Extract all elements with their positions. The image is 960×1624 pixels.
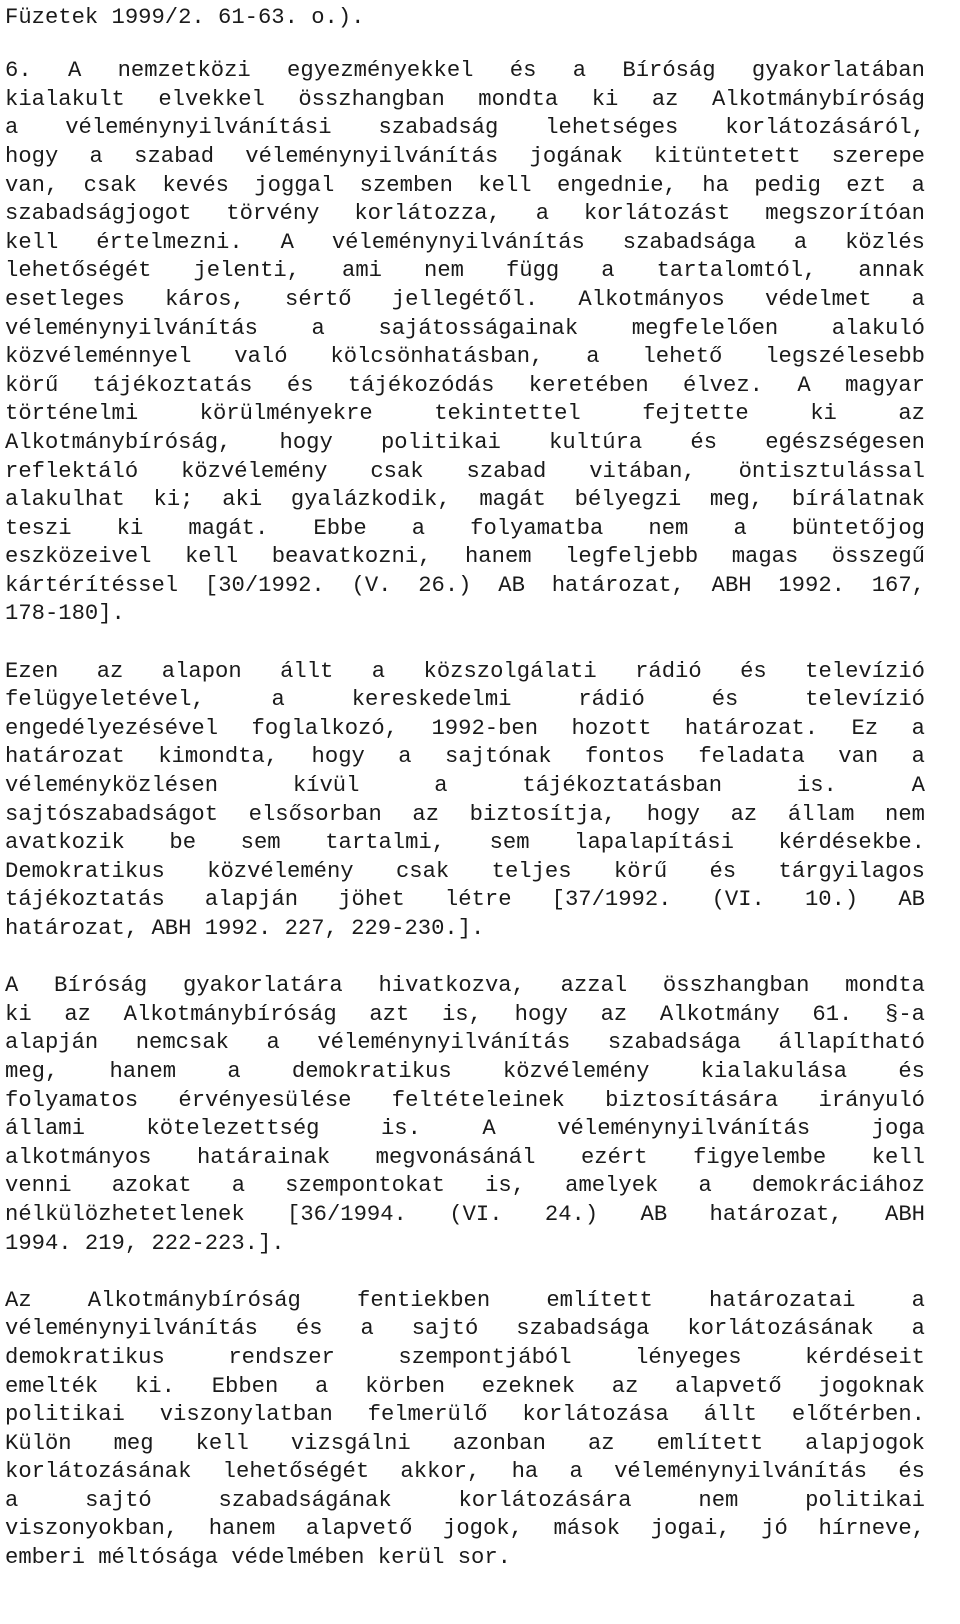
text-line: engedélyezésével foglalkozó, 1992-ben hozott határozat. Ez a xyxy=(5,715,925,741)
text-line: közvéleménnyel való kölcsönhatásban, a lehető legszélesebb xyxy=(5,344,925,370)
text-line: 6. A nemzetközi egyezményekkel és a Bíróság gyakorlatában xyxy=(5,58,925,84)
text-line: sajtószabadságot elsősorban az biztosítja, hogy az állam nem xyxy=(5,801,925,827)
text-line: 178-180]. xyxy=(5,601,125,627)
text-line: lehetőségét jelenti, ami nem függ a tartalomtól, annak xyxy=(5,258,925,284)
text-line: avatkozik be sem tartalmi, sem lapalapítási kérdésekbe. xyxy=(5,830,925,856)
text-line: körű tájékoztatás és tájékozódás keretében élvez. A magyar xyxy=(5,372,925,398)
paragraph-4 xyxy=(5,1287,925,1573)
text-line: állami kötelezettség is. A véleménynyilvánítás joga xyxy=(5,1116,925,1142)
text-line: Külön meg kell vizsgálni azonban az említett alapjogok xyxy=(5,1430,925,1456)
text-line: demokratikus rendszer szempontjából lényeges kérdéseit xyxy=(5,1344,925,1370)
text-line: Alkotmánybíróság, hogy politikai kultúra és egészségesen xyxy=(5,429,925,455)
text-line: szabadságjogot törvény korlátozza, a korlátozást megszorítóan xyxy=(5,201,925,227)
text-line: a véleménynyilvánítási szabadság lehetséges korlátozásáról, xyxy=(5,115,925,141)
paragraph-3 xyxy=(5,972,925,1258)
document-body xyxy=(5,57,925,1572)
text-line: folyamatos érvényesülése feltételeinek biztosítására irányuló xyxy=(5,1087,925,1113)
paragraph-2 xyxy=(5,658,925,944)
text-line: van, csak kevés joggal szemben kell engednie, ha pedig ezt a xyxy=(5,172,925,198)
text-line: nélkülözhetetlenek [36/1994. (VI. 24.) AB határozat, ABH xyxy=(5,1201,925,1227)
text-line: alakulhat ki; aki gyalázkodik, magát bélyegzi meg, bírálatnak xyxy=(5,487,925,513)
text-line: Demokratikus közvélemény csak teljes körű és tárgyilagos xyxy=(5,858,925,884)
text-line: A Bíróság gyakorlatára hivatkozva, azzal összhangban mondta xyxy=(5,973,925,999)
text-line: meg, hanem a demokratikus közvélemény kialakulása és xyxy=(5,1058,925,1084)
text-line: tájékoztatás alapján jöhet létre [37/1992. (VI. 10.) AB xyxy=(5,887,925,913)
text-line: korlátozásának lehetőségét akkor, ha a véleménynyilvánítás és xyxy=(5,1459,925,1485)
paragraph-1 xyxy=(5,57,925,629)
text-line: alapján nemcsak a véleménynyilvánítás szabadsága állapítható xyxy=(5,1030,925,1056)
document-page xyxy=(5,0,925,1573)
text-line: határozat kimondta, hogy a sajtónak fontos feladata van a xyxy=(5,744,925,770)
text-line: hogy a szabad véleménynyilvánítás jogának kitüntetett szerepe xyxy=(5,143,925,169)
text-line: emberi méltósága védelmében kerül sor. xyxy=(5,1545,511,1571)
text-line: Az Alkotmánybíróság fentiekben említett határozatai a xyxy=(5,1287,925,1313)
text-line: Ezen az alapon állt a közszolgálati rádió és televízió xyxy=(5,658,925,684)
text-line: kell értelmezni. A véleménynyilvánítás szabadsága a közlés xyxy=(5,229,925,255)
text-line: történelmi körülményekre tekintettel fejtette ki az xyxy=(5,401,925,427)
text-line: véleménynyilvánítás és a sajtó szabadsága korlátozásának a xyxy=(5,1316,925,1342)
text-line: politikai viszonylatban felmerülő korlátozása állt előtérben. xyxy=(5,1402,925,1428)
text-line: 1994. 219, 222-223.]. xyxy=(5,1230,285,1256)
text-line: alkotmányos határainak megvonásánál ezért figyelembe kell xyxy=(5,1144,925,1170)
text-line: viszonyokban, hanem alapvető jogok, mások jogai, jó hírneve, xyxy=(5,1516,925,1542)
text-line: venni azokat a szempontokat is, amelyek a demokráciához xyxy=(5,1173,925,1199)
text-line: eszközeivel kell beavatkozni, hanem legfeljebb magas összegű xyxy=(5,544,925,570)
text-line: emelték ki. Ebben a körben ezeknek az alapvető jogoknak xyxy=(5,1373,925,1399)
text-line: határozat, ABH 1992. 227, 229-230.]. xyxy=(5,916,485,941)
text-line: a sajtó szabadságának korlátozására nem politikai xyxy=(5,1487,925,1513)
text-line: kialakult elvekkel összhangban mondta ki az Alkotmánybíróság xyxy=(5,86,925,112)
header-line: Füzetek 1999/2. 61-63. o.). xyxy=(5,5,365,30)
text-line: véleménynyilvánítás a sajátosságainak megfelelően alakuló xyxy=(5,315,925,341)
text-line: ki az Alkotmánybíróság azt is, hogy az Alkotmány 61. §-a xyxy=(5,1001,925,1027)
text-line: kártérítéssel [30/1992. (V. 26.) AB határozat, ABH 1992. 167, xyxy=(5,572,925,598)
text-line: teszi ki magát. Ebbe a folyamatba nem a büntetőjog xyxy=(5,515,925,541)
text-line: esetleges káros, sértő jellegétől. Alkotmányos védelmet a xyxy=(5,286,925,312)
text-line: véleményközlésen kívül a tájékoztatásban is. A xyxy=(5,773,925,799)
text-line: reflektáló közvélemény csak szabad vitában, öntisztulással xyxy=(5,458,925,484)
text-line: felügyeletével, a kereskedelmi rádió és televízió xyxy=(5,687,925,713)
